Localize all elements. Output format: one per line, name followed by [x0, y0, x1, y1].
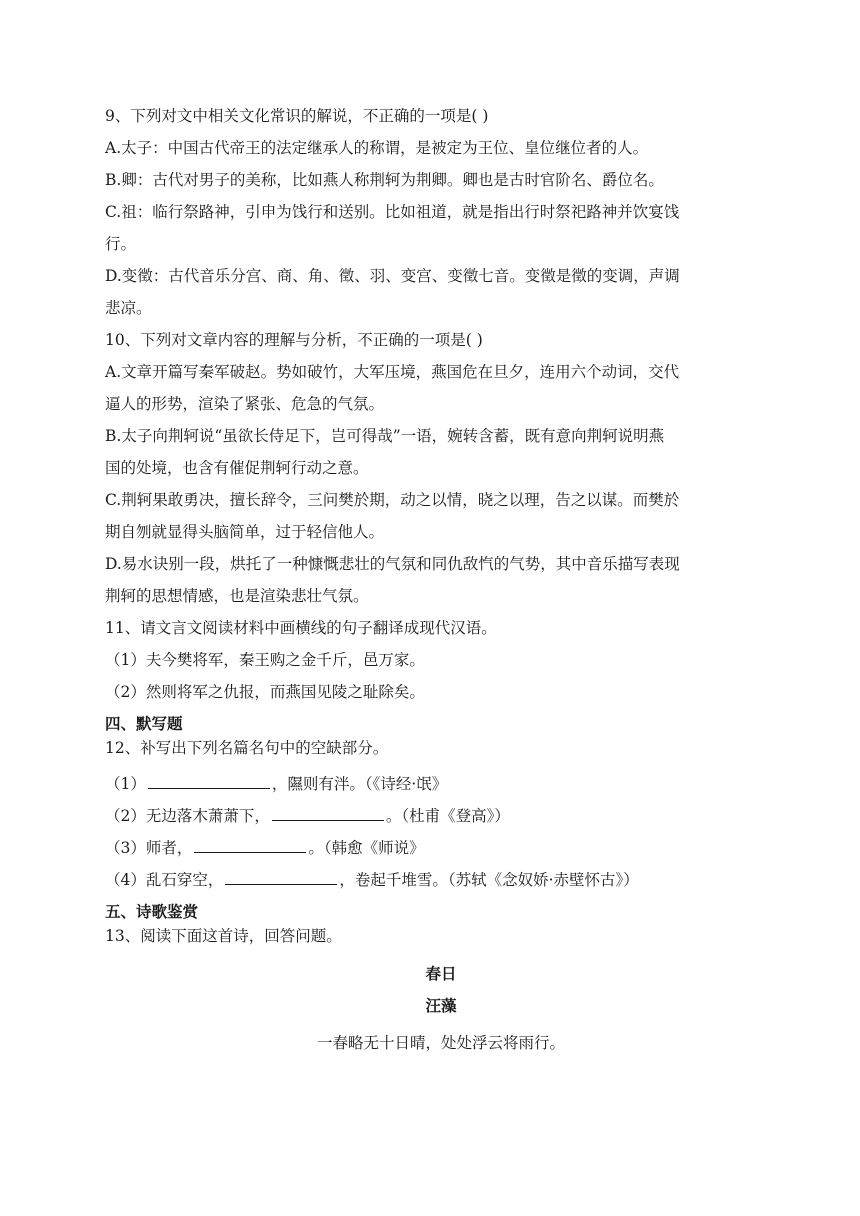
- q10-option-a-line2: 逼人的形势，渲染了紧张、危急的气氛。: [105, 395, 385, 413]
- q12-item-3-suffix: 。（韩愈《师说》: [308, 839, 425, 857]
- q9-option-d-line1: D.变徵：古代音乐分宫、商、角、徵、羽、变宫、变徵七音。变徵是徵的变调，声调: [105, 267, 680, 285]
- q9-option-c-line1: C.祖：临行祭路神，引申为饯行和送别。比如祖道，就是指出行时祭祀路神并饮宴饯: [105, 203, 680, 221]
- q9-option-c-line2: 行。: [105, 235, 137, 253]
- q10-option-c-line2: 期自刎就显得头脑简单，过于轻信他人。: [105, 523, 385, 541]
- q9-option-a: A.太子：中国古代帝王的法定继承人的称谓，是被定为王位、皇位继位者的人。: [105, 139, 649, 157]
- q12-item-2-suffix: 。（杜甫《登高》）: [385, 807, 510, 825]
- q12-item-2-prefix: （2）无边落木萧萧下，: [105, 807, 270, 825]
- q12-item-1-prefix: （1）: [105, 775, 146, 793]
- q10-option-a-line1: A.文章开篇写秦军破赵。势如破竹，大军压境，燕国危在旦夕，连用六个动词，交代: [105, 363, 680, 381]
- q12-item-1-suffix: ，隰则有泮。（《诗经·氓》: [271, 775, 448, 793]
- q12-item-1: [105, 768, 777, 800]
- exam-content: [105, 100, 777, 1060]
- q12-blank-4[interactable]: [225, 870, 337, 885]
- q10-stem: 10、下列对文章内容的理解与分析，不正确的一项是( ): [105, 331, 483, 349]
- q12-item-4-suffix: ，卷起千堆雪。（苏轼《念奴娇·赤壁怀古》）: [339, 871, 639, 889]
- q11-stem: 11、请文言文阅读材料中画横线的句子翻译成现代汉语。: [105, 619, 497, 637]
- q12-item-4: [105, 864, 777, 896]
- q12-item-2: [105, 800, 777, 832]
- q9-stem: 9、下列对文中相关文化常识的解说，不正确的一项是( ): [105, 107, 489, 125]
- q10-option-b-line1: B.太子向荆轲说“虽欲长侍足下，岂可得哉”一语，婉转含蓄，既有意向荆轲说明燕: [105, 427, 665, 445]
- q10-option-b-line2: 国的处境，也含有催促荆轲行动之意。: [105, 459, 369, 477]
- q12-item-3: [105, 832, 777, 864]
- q13-stem: 13、阅读下面这首诗，回答问题。: [105, 927, 342, 945]
- q9-option-b: B.卿：古代对男子的美称，比如燕人称荆轲为荆卿。卿也是古时官阶名、爵位名。: [105, 171, 664, 189]
- q11-sentence-2: （2）然则将军之仇报，而燕国见陵之耻除矣。: [105, 683, 425, 701]
- q12-item-3-prefix: （3）师者，: [105, 839, 193, 857]
- q12-stem: 12、补写出下列名篇名句中的空缺部分。: [105, 739, 389, 757]
- q12-item-4-prefix: （4）乱石穿空，: [105, 871, 224, 889]
- q12-blank-2[interactable]: [272, 806, 384, 821]
- section-4-heading: 四、默写题: [105, 715, 183, 733]
- q10-option-d-line2: 荆轲的思想情感，也是渲染悲壮气氛。: [105, 587, 369, 605]
- poem-title: 春日: [425, 965, 457, 983]
- q12-blank-1[interactable]: [148, 774, 270, 789]
- poem-author: 汪藻: [425, 997, 457, 1015]
- q12-blank-3[interactable]: [194, 838, 306, 853]
- q9-option-d-line2: 悲凉。: [105, 299, 152, 317]
- q10-option-c-line1: C.荆轲果敢勇决，擅长辞令，三问樊於期，动之以情，晓之以理，告之以谋。而樊於: [105, 491, 680, 509]
- section-5-heading: 五、诗歌鉴赏: [105, 903, 199, 921]
- q10-option-d-line1: D.易水诀别一段，烘托了一种慷慨悲壮的气氛和同仇敌忾的气势，其中音乐描写表现: [105, 555, 680, 573]
- poem-line-1: 一春略无十日晴，处处浮云将雨行。: [316, 1034, 565, 1052]
- q11-sentence-1: （1）夫今樊将军，秦王购之金千斤，邑万家。: [105, 651, 425, 669]
